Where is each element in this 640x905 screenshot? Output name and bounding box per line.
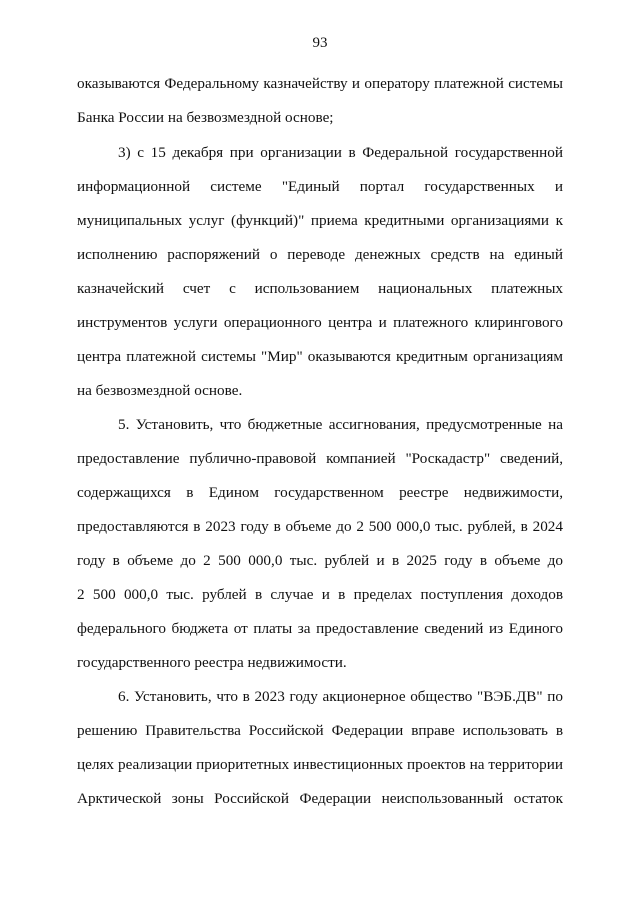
- text-line: исполнению распоряжений о переводе денежных средств на единый: [77, 246, 563, 263]
- text-line: информационной системе "Единый портал государственных и: [77, 178, 563, 195]
- page-number: 93: [312, 35, 328, 51]
- text-line: предоставление публично-правовой компанией "Роскадастр" сведений,: [77, 450, 563, 467]
- text-line: решению Правительства Российской Федерации вправе использовать в: [77, 722, 563, 739]
- text-line: Банка России на безвозмездной основе;: [77, 109, 334, 126]
- text-line: оказываются Федеральному казначейству и оператору платежной системы: [77, 75, 563, 92]
- text-line: муниципальных услуг (функций)" приема кредитными организациями к: [77, 212, 563, 229]
- text-line: Арктической зоны Российской Федерации неиспользованный остаток: [77, 790, 563, 807]
- text-line: году в объеме до 2 500 000,0 тыс. рублей и в 2025 году в объеме до: [77, 552, 563, 569]
- text-line: 6. Установить, что в 2023 году акционерное общество "ВЭБ.ДВ" по: [118, 688, 563, 705]
- text-line: на безвозмездной основе.: [77, 382, 243, 399]
- text-line: 3) с 15 декабря при организации в Федеральной государственной: [118, 144, 563, 161]
- text-line: 5. Установить, что бюджетные ассигнования, предусмотренные на: [118, 416, 563, 433]
- text-line: 2 500 000,0 тыс. рублей в случае и в пределах поступления доходов: [77, 586, 563, 603]
- text-line: содержащихся в Едином государственном реестре недвижимости,: [77, 484, 563, 501]
- text-line: предоставляются в 2023 году в объеме до 2 500 000,0 тыс. рублей, в 2024: [77, 518, 563, 535]
- text-line: государственного реестра недвижимости.: [77, 654, 347, 671]
- text-line: федерального бюджета от платы за предоставление сведений из Единого: [77, 620, 563, 637]
- text-line: целях реализации приоритетных инвестиционных проектов на территории: [77, 756, 563, 773]
- text-line: инструментов услуги операционного центра и платежного клирингового: [77, 314, 563, 331]
- text-line: центра платежной системы "Мир" оказываются кредитным организациям: [77, 348, 563, 365]
- text-line: казначейский счет с использованием национальных платежных: [77, 280, 563, 297]
